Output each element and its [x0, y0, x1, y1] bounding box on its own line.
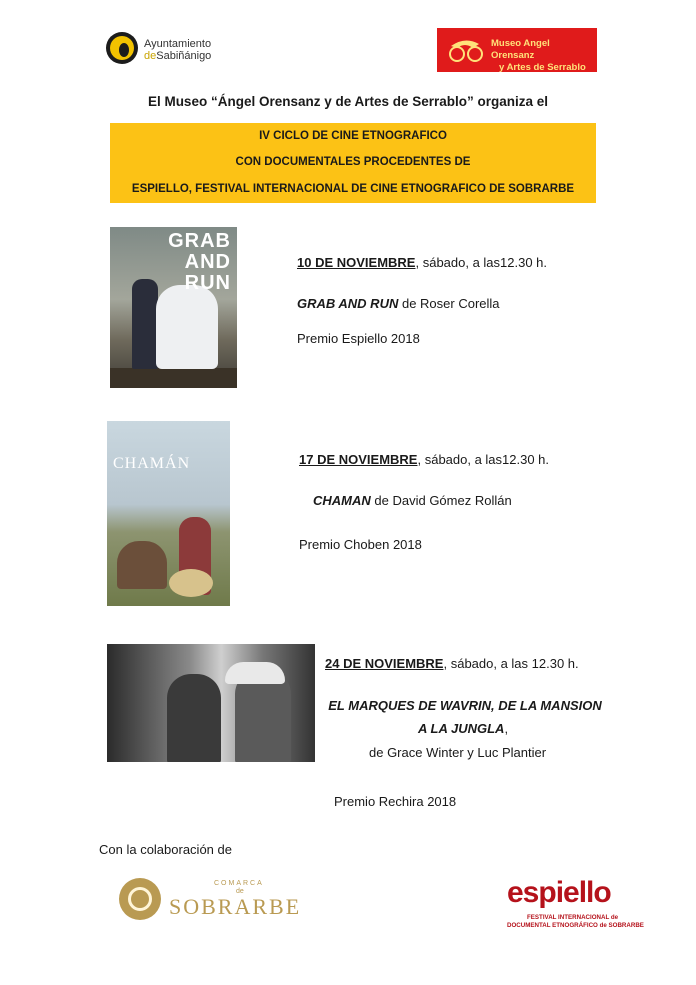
photo-pith-helmet [225, 662, 285, 684]
screening-1-film: GRAB AND RUN de Roser Corella [297, 296, 500, 311]
screening-3-date: 24 DE NOVIEMBRE, sábado, a las 12.30 h. [325, 656, 579, 671]
grab-and-run-poster [110, 227, 237, 388]
ayuntamiento-logo-line2: deSabiñánigo [144, 50, 212, 62]
cycle-banner [110, 123, 596, 203]
marques-de-wavrin-photo [107, 644, 315, 762]
screening-1-date: 10 DE NOVIEMBRE, sábado, a las12.30 h. [297, 255, 548, 270]
intro-heading: El Museo “Ángel Orensanz y de Artes de Serrablo” organiza el [147, 94, 549, 109]
poster-title: CHAMÁN [113, 455, 191, 472]
poster-bride-figure [156, 285, 218, 369]
poster-kneeling-figure [117, 541, 167, 589]
chaman-poster [107, 421, 230, 606]
screening-2-prize: Premio Choben 2018 [299, 537, 422, 552]
screening-3-prize: Premio Rechira 2018 [334, 794, 457, 809]
museo-orensanz-logo [437, 28, 597, 72]
ayuntamiento-emblem-icon [106, 32, 138, 64]
screening-2-date: 17 DE NOVIEMBRE, sábado, a las12.30 h. [299, 452, 550, 467]
screening-1-prize: Premio Espiello 2018 [297, 331, 420, 346]
banner-line-3: ESPIELLO, FESTIVAL INTERNACIONAL DE CINE ETNOGRAFICO DE SOBRARBE [131, 183, 575, 195]
sobrarbe-emblem-icon [119, 878, 161, 920]
museo-logo-text: Museo Angel Orensanz y Artes de Serrablo [491, 38, 586, 73]
screening-3-title-line2: A LA JUNGLA, [418, 721, 509, 736]
museo-emblem-icon [445, 34, 485, 66]
banner-line-2: CON DOCUMENTALES PROCEDENTES DE [235, 156, 471, 168]
screening-2-film: CHAMAN de David Gómez Rollán [313, 493, 512, 508]
ayuntamiento-sabinanigo-logo [104, 30, 234, 68]
ayuntamiento-logo-line1: Ayuntamiento [144, 38, 212, 50]
poster-drum [169, 569, 213, 597]
collaboration-label: Con la colaboración de [99, 842, 232, 857]
screening-3-title-line1: EL MARQUES DE WAVRIN, DE LA MANSION [328, 698, 602, 713]
banner-line-1: IV CICLO DE CINE ETNOGRAFICO [259, 130, 447, 142]
espiello-festival-logo: espiello FESTIVAL INTERNACIONAL de DOCUMENTAL ETNOGRÁFICO de SOBRARBE [507, 876, 644, 929]
photo-person-left [167, 674, 221, 762]
comarca-sobrarbe-logo: COMARCA de SOBRARBE [119, 874, 305, 926]
poster-title: GRAB AND RUN [168, 230, 231, 294]
poster-groom-figure [132, 279, 158, 369]
screening-3-directors: de Grace Winter y Luc Plantier [369, 745, 547, 760]
